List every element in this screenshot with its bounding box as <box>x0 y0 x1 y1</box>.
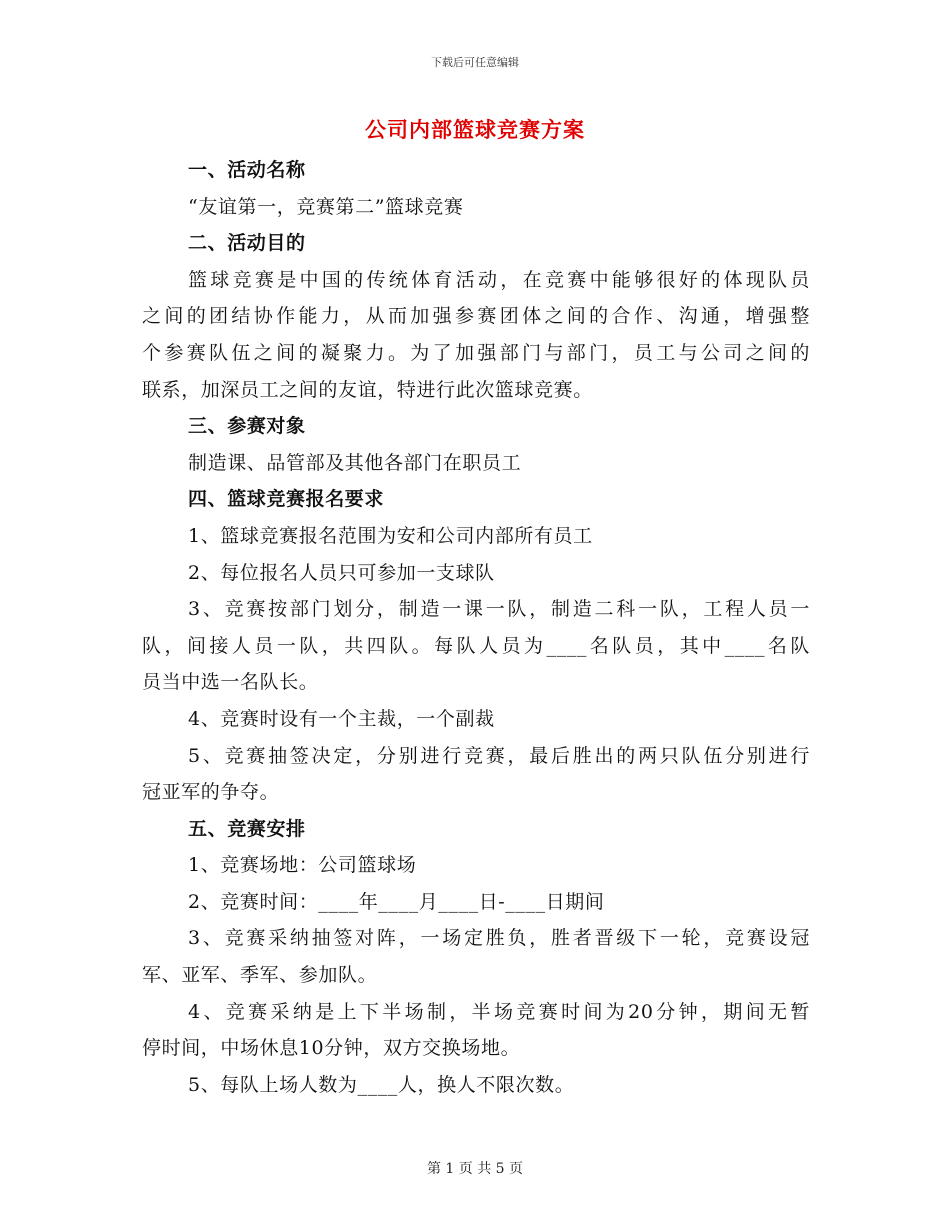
paragraph-line: 4、竞赛采纳是上下半场制，半场竞赛时间为20分钟，期间无暂 <box>188 1000 810 1023</box>
paragraph-line: 员当中选一名队长。 <box>142 671 319 694</box>
paragraph-line: 制造课、品管部及其他各部门在职员工 <box>188 451 522 474</box>
section-heading: 一、活动名称 <box>188 159 306 181</box>
section-heading: 二、活动目的 <box>188 232 306 255</box>
paragraph-line: 篮球竞赛是中国的传统体育活动，在竞赛中能够很好的体现队员 <box>188 268 810 291</box>
header-note: 下载后可任意编辑 <box>431 56 519 69</box>
paragraph-line: 3、竞赛采纳抽签对阵，一场定胜负，胜者晋级下一轮，竞赛设冠 <box>188 927 810 950</box>
paragraph-line: 2、每位报名人员只可参加一支球队 <box>188 561 495 584</box>
section-heading: 三、参赛对象 <box>188 415 306 438</box>
paragraph-line: “友谊第一，竞赛第二”篮球竞赛 <box>188 195 464 218</box>
document-title: 公司内部篮球竞赛方案 <box>365 117 585 142</box>
paragraph-line: 个参赛队伍之间的凝聚力。为了加强部门与部门，员工与公司之间的 <box>142 341 810 364</box>
paragraph-line: 之间的团结协作能力，从而加强参赛团体之间的合作、沟通，增强整 <box>142 305 810 328</box>
paragraph-line: 4、竞赛时设有一个主裁，一个副裁 <box>188 707 495 730</box>
paragraph-line: 3、竞赛按部门划分，制造一课一队，制造二科一队，工程人员一 <box>188 598 810 621</box>
paragraph-line: 5、每队上场人数为____人，换人不限次数。 <box>188 1073 575 1096</box>
paragraph-line: 5、竞赛抽签决定，分别进行竞赛，最后胜出的两只队伍分别进行 <box>188 744 810 767</box>
paragraph-line: 冠亚军的争夺。 <box>142 781 280 804</box>
paragraph-line: 1、竞赛场地：公司篮球场 <box>188 854 417 877</box>
paragraph-line: 2、竞赛时间：____年____月____日-____日期间 <box>188 890 605 913</box>
paragraph-line: 停时间，中场休息10分钟，双方交换场地。 <box>142 1037 521 1060</box>
paragraph-line: 军、亚军、季军、参加队。 <box>142 964 378 987</box>
paragraph-line: 1、篮球竞赛报名范围为安和公司内部所有员工 <box>188 524 593 547</box>
document-body <box>142 152 810 1103</box>
section-heading: 四、篮球竞赛报名要求 <box>188 488 385 511</box>
paragraph-line: 队，间接人员一队，共四队。每队人员为____名队员，其中____名队 <box>142 634 810 657</box>
section-heading: 五、竞赛安排 <box>188 817 306 840</box>
paragraph-line: 联系，加深员工之间的友谊，特进行此次篮球竞赛。 <box>142 378 593 401</box>
page-number: 第 1 页 共 5 页 <box>426 1161 524 1177</box>
